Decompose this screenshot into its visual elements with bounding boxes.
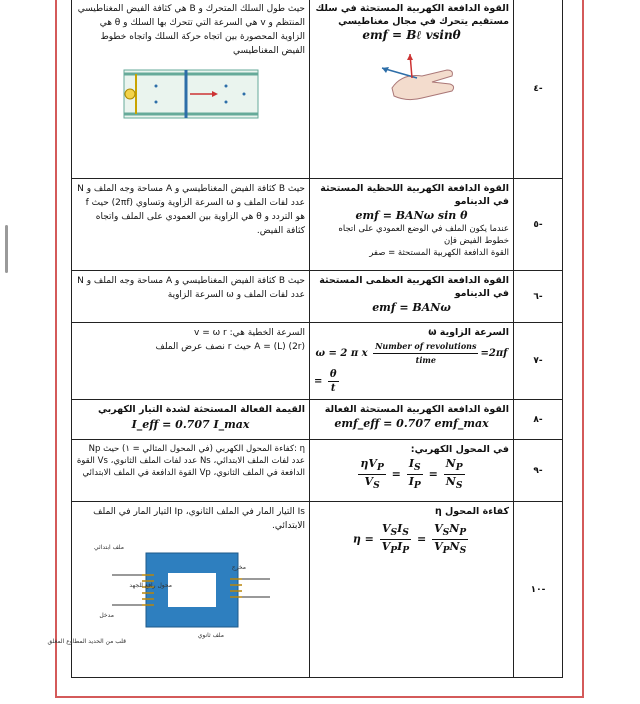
explanation-cell [72,0,310,179]
formula-title: السرعة الزاوية ω [428,327,509,338]
formula: emf = BANω sin θ [355,209,468,222]
formula-theta: = $\frac{\theta}{t}$ [314,369,337,394]
formula-title: في المحول الكهربي: [410,444,509,455]
formula [314,340,509,367]
formula-suffix: =2πf [480,348,508,359]
explanation-text: السرعة الخطية هي: v = ω r [194,328,305,338]
formula-cell [310,179,514,271]
formula-cell [310,323,514,400]
table-row [72,0,563,179]
table-row [72,502,563,678]
row-number: -٨ [514,400,563,440]
explanation-text: η :كفاءة المحول الكهربي (في المحول المثالي = ١) حيث Np عدد لفات الملف الابتدائي، Ns عدد لفات الملف الثانوي، Vs القوة الدافعة في الملف الثانوي، Vp القوة الدافعة في الملف الابتدائي [76,444,305,478]
formula-prefix: ω = 2 π x [315,348,368,359]
fraction: $\frac{V_SI_S}{V_PI_P}$ [381,522,410,557]
diagram-label: ملف ثانوي [197,632,224,639]
moving-wire-diagram [116,60,266,130]
formula-cell [310,502,514,678]
formula-title: القوة الدافعة الكهربية اللحظية المستحثة في الدينامو [320,183,509,207]
fraction-numerator: θ [329,369,337,380]
explanation-text: A = (L) (2r) حيث r نصف عرض الملف [155,342,305,352]
fraction [328,368,339,395]
explanation-cell [72,179,310,271]
diagram-label: ملف ابتدائي [93,544,124,551]
diagram-label: قلب من الحديد المطاوع المغلق [46,638,126,645]
row-number: -٦ [514,271,563,323]
explanation-cell [72,400,310,440]
efficiency-formula: η = $\frac{V_SI_S}{V_PI_P}$ = $\frac{V_SN_P}{V_PN_S}$ [352,522,467,557]
formula-cell [310,271,514,323]
row-number: -٤ [514,0,563,179]
formula: emf = BANω [372,301,451,314]
row-number: -٥ [514,179,563,271]
explanation-text: حيث B كثافة الفيض المغناطيسي و A مساحة وجه الملف و N عدد لفات الملف و ω السرعة الزاوية وتساوي (2πf) حيث f هو التردد و θ هي الزاوية بين العمودي على الملف واتجاه كثافة الفيض. [77,184,305,236]
explanation-text: حيث B كثافة الفيض المغناطيسي و A مساحة وجه الملف و N عدد لفات الملف و ω السرعة الزاوية [77,276,305,300]
fraction: $\frac{\eta V_P}{V_S}$ [360,457,384,492]
formula-title: القوة الدافعة الكهربية المستحثة في سلك مستقيم يتحرك في مجال مغناطيسي [315,3,509,27]
fraction-denominator: t [330,383,336,394]
formula-table [46,0,563,678]
fraction: $\frac{V_SN_P}{V_PN_S}$ [434,522,467,557]
formula-cell [310,440,514,502]
fraction-numerator: Number of revolutions [373,340,478,354]
table-row [72,400,563,440]
diagram-label: مدخل [98,612,114,619]
transformer-formula: $\frac{\eta V_P}{V_S}$ = $\frac{I_S}{I_P}$ = $\frac{N_P}{N_S}$ [360,457,463,492]
right-hand-rule-icon [362,48,462,108]
explanation-text: حيث طول السلك المتحرك و B هي كثافة الفيض المغناطيسي المنتظم و v هي السرعة التي تتحرك بها السلك و θ هي الزاوية المحصورة بين اتجاه حركة السلك واتجاه خطوط الفيض المغناطيسي [77,4,305,56]
explanation-cell [72,323,310,400]
explanation-cell [46,502,310,678]
transformer-diagram [46,535,276,650]
formula: emf = Bℓ vsinθ [362,28,461,42]
formula-note: عندما يكون الملف في الوضع العمودي على اتجاه خطوط الفيض فإن [338,224,509,246]
formula-title: القوة الدافعة الكهربية المستحثة الفعالة [324,404,509,415]
explanation-text: Is التيار المار في الملف الثانوي، Ip التيار المار في الملف الابتدائي. [93,507,305,531]
row-number: -٧ [514,323,563,400]
explanation-cell [72,271,310,323]
row-number: -٩ [514,440,563,502]
table-row [72,271,563,323]
fraction [373,340,478,367]
scroll-indicator [5,225,8,273]
table-row [72,323,563,400]
formula-title: كفاءة المحول η [434,506,509,517]
diagram-label: محول رافع للجهد [128,582,172,589]
formula-note: القوة الدافعة الكهربية المستحثة = صفر [369,248,509,258]
table-row [72,440,563,502]
row-number: -١٠ [514,502,563,678]
formula: emf_eff = 0.707 emf_max [334,417,489,430]
fraction: $\frac{N_P}{N_S}$ [445,457,463,492]
table-row [72,179,563,271]
formula-title: القيمة الفعالة المستحثة لشدة التيار الكهربي [97,404,305,415]
formula-title: القوة الدافعة الكهربية العظمى المستحثة في الدينامو [319,275,509,299]
diagram-label: مخرج [231,564,246,571]
formula-cell [310,400,514,440]
fraction: $\frac{I_S}{I_P}$ [408,457,421,492]
explanation-cell [72,440,310,502]
formula: I_eff = 0.707 I_max [131,418,250,431]
formula-cell [310,0,514,179]
fraction-denominator: time [415,355,436,365]
